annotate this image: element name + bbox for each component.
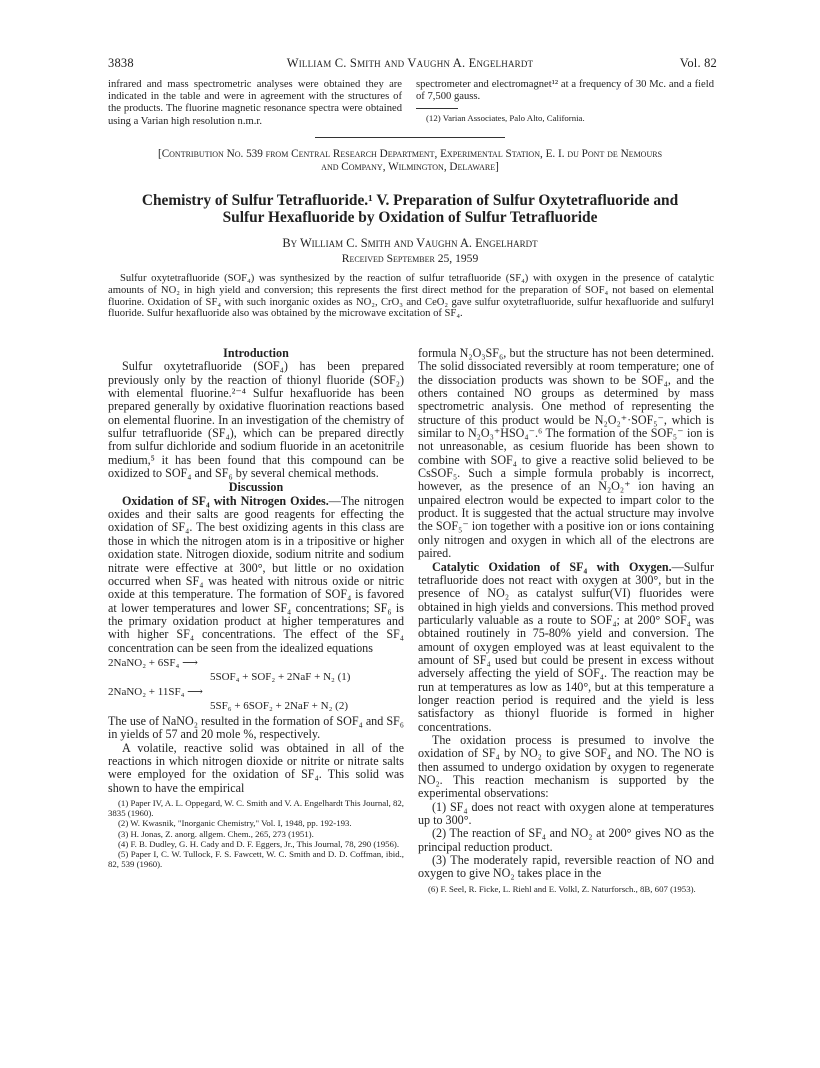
equation-2 <box>108 686 404 713</box>
volume-number: Vol. 82 <box>679 56 717 70</box>
contribution-line-2: and Company, Wilmington, Delaware] <box>321 160 499 173</box>
previous-article-text: infrared and mass spectrometric analyses were obtained they are indicated in the table and were in agreement with the structures of the products. The fluorine magnetic resonance spectra were obtained using a Varian high resolution n.m.r. <box>108 79 402 127</box>
equation-2-products: 5SF₆ + 6SOF₂ + 2NaF + N₂ (2) <box>210 699 348 712</box>
mechanism-paragraph: The oxidation process is presumed to involve the oxidation of SF₄ by NO₂ to give SOF₄ and NO. The NO is then assumed to undergo oxidation by oxygen to regenerate NO₂. This reaction mechanism is supported by the experimental observations: <box>418 732 714 801</box>
equation-1 <box>108 657 404 684</box>
introduction-paragraph: Sulfur oxytetrafluoride (SOF₄) has been prepared previously only by the reaction of thionyl fluoride (SOF₂) with elemental fluorine.²⁻⁴ Sulfur hexafluoride has been prepared generally by oxidative fluorination reactions based on elemental fluorine. In an investigation of the chemistry of sulfur tetrafluoride (SF₄), which can be prepared directly from sulfur dichloride and sodium fluoride in an acetonitrile medium,⁵ it has been found that this compound can be oxidized to SOF₄ and SF₆ by several chemical methods. <box>108 359 404 481</box>
contribution-note <box>100 148 720 173</box>
catalytic-runin-heading: Catalytic Oxidation of SF₄ with Oxygen. <box>432 559 672 574</box>
received-date: Received September 25, 1959 <box>341 252 479 265</box>
footnote-12: (12) Varian Associates, Palo Alto, California. <box>426 113 585 124</box>
observation-2: (2) The reaction of SF₄ and NO₂ at 200° gives NO as the principal reduction product. <box>418 826 714 854</box>
footnote-5: (5) Paper I, C. W. Tullock, F. S. Fawcett, W. C. Smith and D. D. Coffman, ibid., 82, 539 (1960). <box>108 848 404 870</box>
yield-paragraph: The use of NaNO₂ resulted in the formation of SOF₄ and SF₆ in yields of 57 and 20 mole %, respectively. <box>108 713 404 742</box>
footnote-4: (4) F. B. Dudley, G. H. Cady and D. F. Eggers, Jr., This Journal, 78, 290 (1956). <box>118 838 400 849</box>
introduction-heading: Introduction <box>223 346 289 360</box>
oxidation-text: —The nitrogen oxides and their salts are good reagents for effecting the oxidation of SF₄. The best oxidizing agents in this class are those in which the nitrogen atom is in a tripositive or higher oxidation state. Nitrogen dioxide, sodium nitrite and sodium nitrate were effective at 300°, but little or no oxidation occurred when SF₄ was heated with nitrous oxide or nitric oxide at this temperature. The formation of SOF₄ is favored at lower temperatures and lower SF₄ concentrations; SF₆ is the primary oxidation product at higher temperatures and with higher SF₄ concentrations. The effect of the SF₄ concentration can be seen from the idealized equations <box>108 493 404 655</box>
previous-article-tail-right <box>416 79 714 124</box>
observation-1: (1) SF₄ does not react with oxygen alone at temperatures up to 300°. <box>418 799 714 828</box>
equation-1-products: 5SOF₄ + SOF₂ + 2NaF + N₂ (1) <box>210 670 351 683</box>
right-column <box>418 347 714 894</box>
previous-article-text-right: spectrometer and electromagnet¹² at a frequency of 30 Mc. and a field of 7,500 gauss. <box>416 79 714 103</box>
title-line-2: Sulfur Hexafluoride by Oxidation of Sulfur Tetrafluoride <box>222 209 598 226</box>
catalytic-paragraph <box>418 561 714 734</box>
footnote-3: (3) H. Jonas, Z. anorg. allgem. Chem., 265, 273 (1951). <box>118 828 314 839</box>
right-footnotes <box>418 884 714 894</box>
volatile-solid-paragraph: A volatile, reactive solid was obtained in all of the reactions in which nitrogen dioxide or nitrite or nitrate salts were employed for the oxidation of SF₄. This solid was shown to have the empirical <box>108 740 404 795</box>
abstract: Sulfur oxytetrafluoride (SOF₄) was synthesized by the reaction of sulfur tetrafluoride (SF₄) with oxygen in the presence of catalytic amounts of NO₂ in high yield and conversion; this represents the first direct method for the preparation of SOF₄ not based on elemental fluorine. Oxidation of SF₄ with such inorganic oxides as NO₂, CrO₃ and CeO₂ gave sulfur oxytetrafluoride, sulfur hexafluoride and sulfuryl fluoride. Sulfur hexafluoride also was obtained by the microwave excitation of SF₄. <box>108 273 714 320</box>
footnote-1: (1) Paper IV, A. L. Oppegard, W. C. Smith and V. A. Engelhardt This Journal, 82, 3835 (1960). <box>108 797 404 819</box>
discussion-heading: Discussion <box>228 480 284 495</box>
equation-1-reactants: 2NaNO₂ + 6SF₄ ⟶ <box>108 656 198 669</box>
section-divider <box>315 137 505 138</box>
observation-3: (3) The moderately rapid, reversible reaction of NO and oxygen to give NO₂ takes place in the <box>418 853 714 881</box>
footnote-rule <box>416 108 458 109</box>
catalytic-text: —Sulfur tetrafluoride does not react with oxygen at 300°, but in the presence of NO₂ as catalyst sulfur(VI) fluorides were obtained in high yields and conversions. This method proved particularly valuable as a route to SOF₄; at 200° SOF₄ was obtained routinely in 75-80% yield and conversion. The amount of oxygen employed was at least equivalent to the amount of SF₄ used but could be present in excess without adversely affecting the yield of SOF₄. The reaction may be run at temperatures as low as 140°, but at this temperature a longer reaction period is required and the yield is less satisfactory as thionyl fluoride is formed in higher concentrations. <box>418 559 714 734</box>
title-line-1: Chemistry of Sulfur Tetrafluoride.¹ V. Preparation of Sulfur Oxytetrafluoride and <box>141 192 679 209</box>
left-footnotes <box>108 798 404 869</box>
oxidation-runin-heading: Oxidation of SF₄ with Nitrogen Oxides. <box>122 493 329 508</box>
byline: By William C. Smith and Vaughn A. Engelhardt <box>282 236 538 250</box>
previous-article-tail-left <box>108 79 402 128</box>
footnote-6: (6) F. Seel, R. Ficke, L. Riehl and E. Volkl, Z. Naturforsch., 8B, 607 (1953). <box>428 883 696 894</box>
equation-2-reactants: 2NaNO₂ + 11SF₄ ⟶ <box>108 685 203 698</box>
running-header-authors: William C. Smith and Vaughn A. Engelhardt <box>286 56 534 70</box>
article-title <box>90 192 730 226</box>
oxidation-paragraph <box>108 495 404 655</box>
structure-paragraph: formula N₂O₃SF₆, but the structure has not been determined. The solid dissociated reversibly at room temperature; one of the dissociation products was shown to be SOF₄, and the others contained NO groups as determined by mass spectrometric analysis. One method of representing the structure of this product would be N₂O₂⁺·SOF₅⁻, which is similar to N₂O₃⁺HSO₄⁻.⁶ The formation of the SOF₅⁻ ion is not unreasonable, as cesium fluoride has been shown to combine with SOF₄ to give a reactive solid believed to be CsSOF₅. Such a simple formula probably is incorrect, however, as the presence of an N₂O₂⁺ ion having an unpaired electron would be expected to impart color to the product. It is suggested that the actual structure may involve the SOF₅⁻ ion together with a positive ion or ions containing only nitrogen and oxygen in which all of the electrons are paired. <box>418 346 714 561</box>
footnote-2: (2) W. Kwasnik, "Inorganic Chemistry," Vol. I, 1948, pp. 192-193. <box>118 818 352 829</box>
left-column <box>108 347 404 869</box>
page-number: 3838 <box>108 56 134 70</box>
contribution-line-1: [Contribution No. 539 from Central Research Department, Experimental Station, E. I. du Pont de Nemours <box>157 148 663 160</box>
